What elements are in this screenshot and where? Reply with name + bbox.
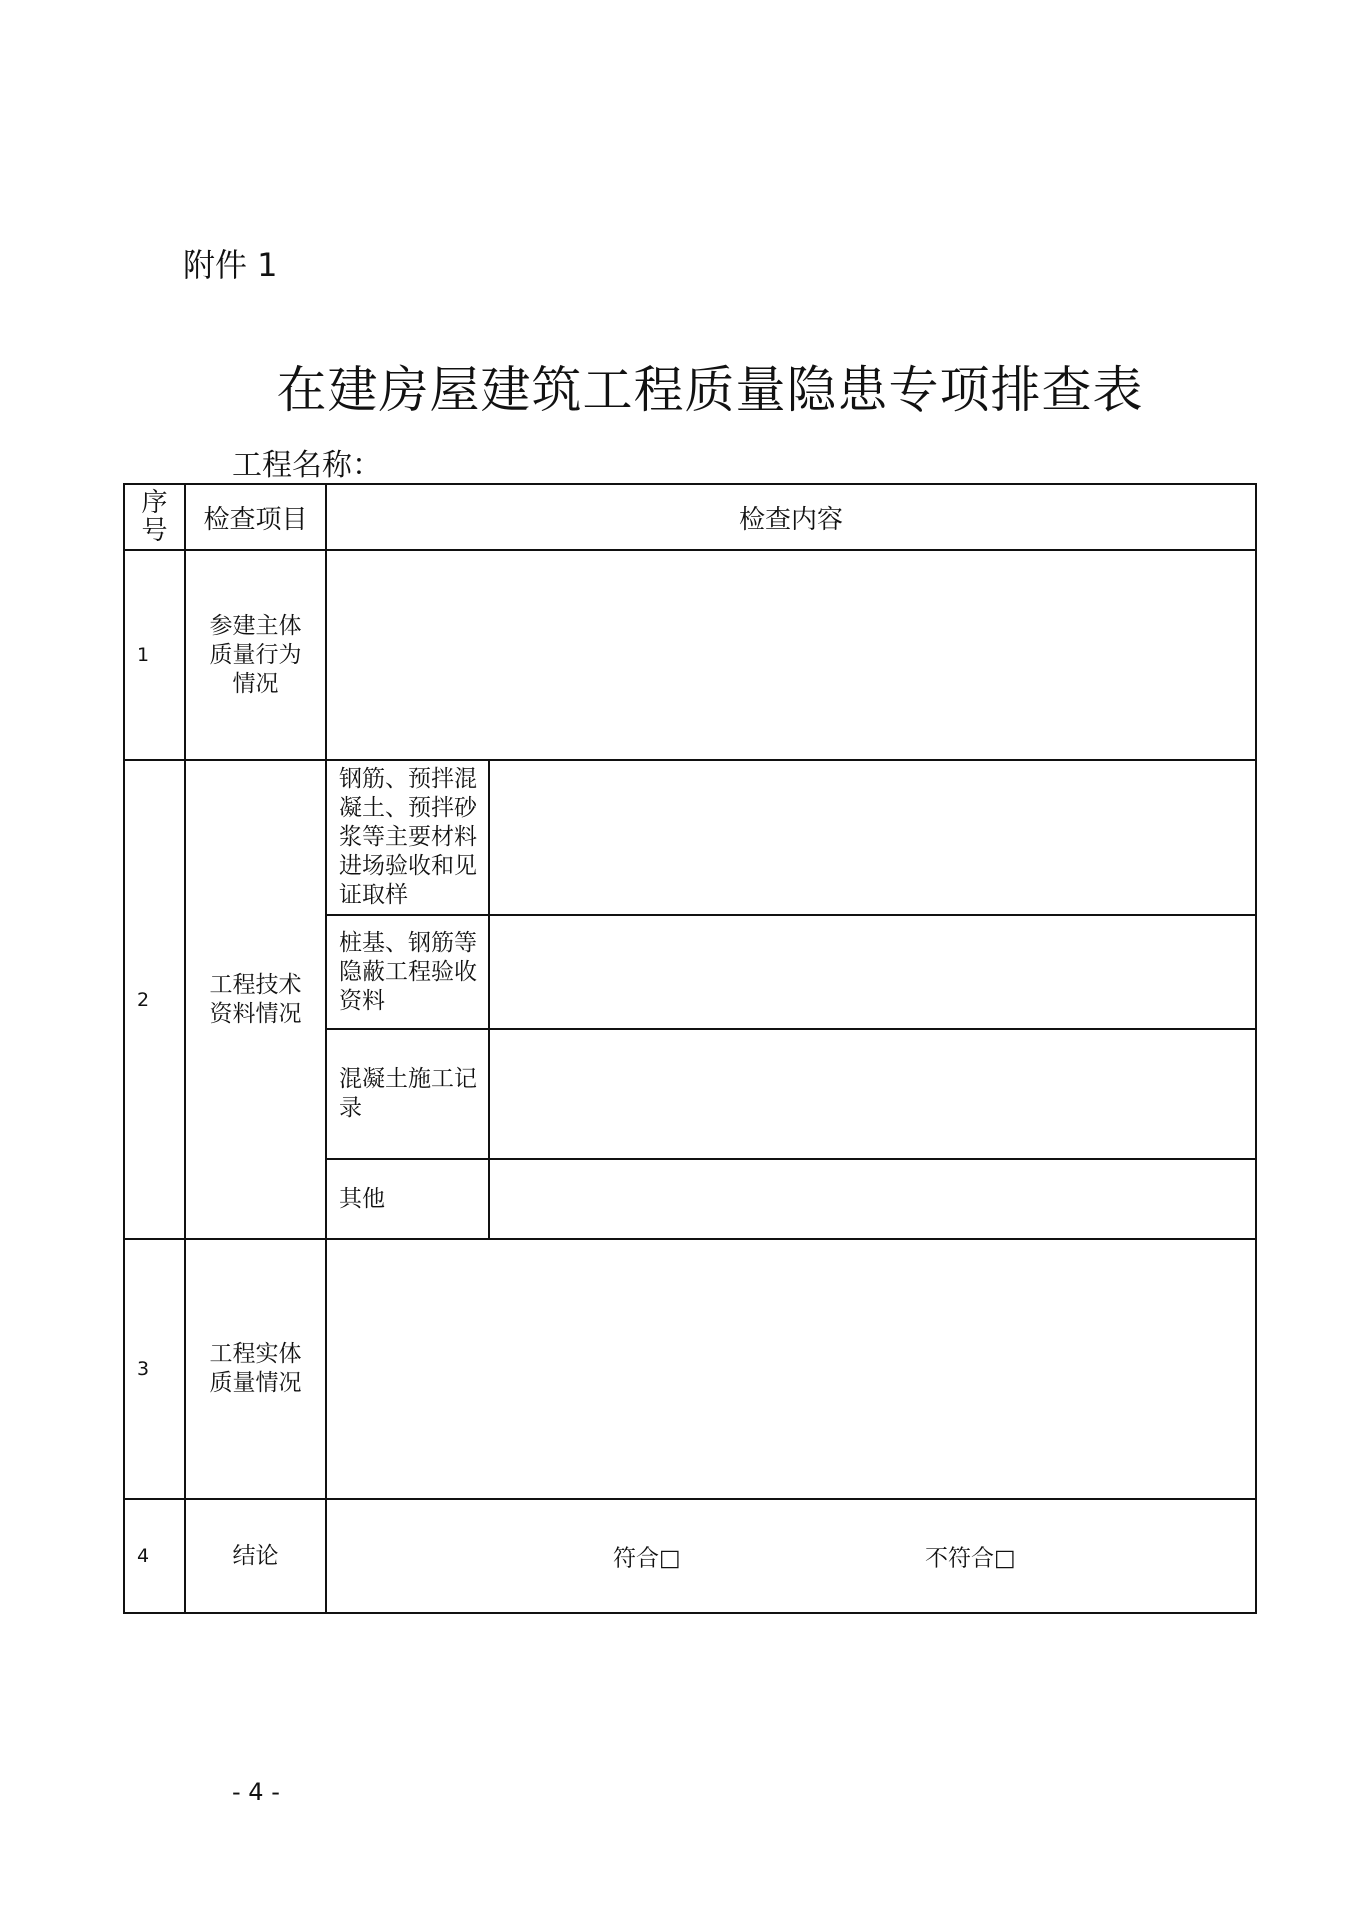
content-cell[interactable] [326,550,1256,760]
content-cell[interactable] [326,1239,1256,1499]
content-cell[interactable] [489,760,1256,915]
sub-item: 混凝土施工记录 [326,1029,489,1159]
inspection-table [123,483,1257,1614]
row-number: 2 [124,760,185,1239]
project-name-label: 工程名称： [232,448,382,483]
content-cell[interactable] [489,1159,1256,1239]
table-row [124,1499,1256,1613]
row-item: 工程实体质量情况 [185,1239,326,1499]
row-number: 1 [124,550,185,760]
content-cell[interactable] [489,1029,1256,1159]
row-number: 4 [124,1499,185,1613]
conform-checkbox[interactable]: 符合□ [613,1545,681,1572]
row-number: 3 [124,1239,185,1499]
document-title: 在建房屋建筑工程质量隐患专项排查表 [276,361,1144,419]
page-number: - 4 - [232,1778,280,1806]
sub-item: 桩基、钢筋等隐蔽工程验收资料 [326,915,489,1029]
attachment-label: 附件 1 [183,246,278,284]
table-row [124,1239,1256,1499]
table-row [124,550,1256,760]
row-item: 结论 [185,1499,326,1613]
table-row [124,760,1256,915]
header-content: 检查内容 [326,484,1256,550]
header-item: 检查项目 [185,484,326,550]
row-item: 工程技术资料情况 [185,760,326,1239]
sub-item: 钢筋、预拌混凝土、预拌砂浆等主要材料进场验收和见证取样 [326,760,489,915]
nonconform-checkbox[interactable]: 不符合□ [925,1545,1016,1572]
row-item: 参建主体质量行为情况 [185,550,326,760]
header-seq: 序号 [124,484,185,550]
conclusion-cell [326,1499,1256,1613]
sub-item: 其他 [326,1159,489,1239]
table-header-row [124,484,1256,550]
content-cell[interactable] [489,915,1256,1029]
